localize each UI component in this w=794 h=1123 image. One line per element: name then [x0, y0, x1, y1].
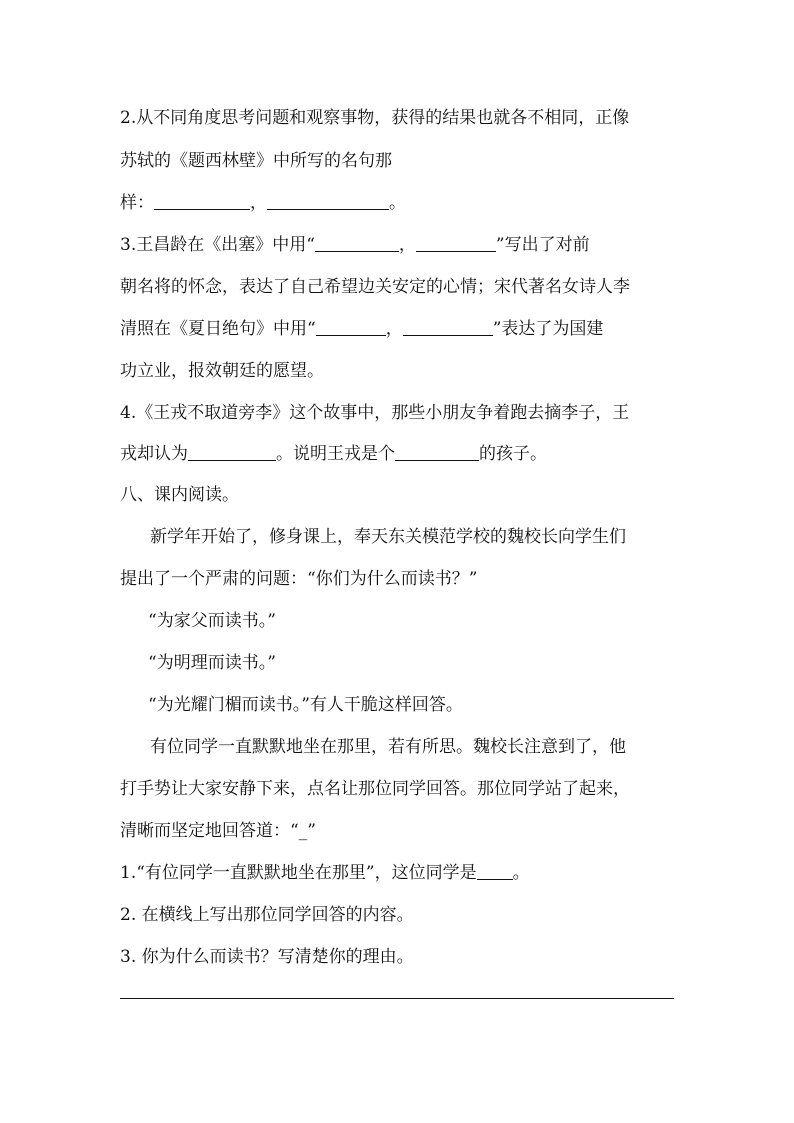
q4-line-1: 4.《王戎不取道旁李》这个故事中，那些小朋友争着跑去摘李子，王 [120, 403, 630, 423]
q3-line-1-prefix: 3.王昌龄在《出塞》中用“ [120, 235, 315, 255]
q3-blank-4[interactable] [403, 319, 493, 336]
q3-line-1 [120, 234, 590, 256]
sub-question-1-blank[interactable] [477, 863, 513, 880]
passage-p3: “为明理而读书。” [148, 653, 276, 673]
q2-blank-1[interactable] [154, 193, 250, 210]
passage-p1-line-1: 新学年开始了，修身课上，奉天东关模范学校的魏校长向学生们 [150, 527, 626, 547]
q4-line-2-mid: 。说明王戎是个 [276, 444, 395, 464]
passage-p5-line-3: 清晰而坚定地回答道：“_” [120, 821, 316, 841]
passage-p2: “为家父而读书。” [148, 611, 276, 631]
q4-line-2 [120, 443, 547, 465]
q2-line-3 [120, 192, 406, 214]
sub-question-3: 3. 你为什么而读书？写清楚你的理由。 [120, 947, 414, 967]
q4-blank-2[interactable] [395, 444, 479, 461]
q3-comma-1: ， [398, 235, 416, 255]
q3-line-3-suffix: ”表达了为国建 [492, 319, 604, 339]
q4-line-2-prefix: 戎却认为 [120, 444, 188, 464]
answer-line[interactable] [120, 998, 674, 999]
q2-line-3-end: 。 [389, 193, 406, 213]
q2-line-3-prefix: 样： [120, 193, 154, 213]
section-8-heading: 八、课内阅读。 [120, 485, 239, 505]
q3-line-1-suffix: ”写出了对前 [495, 235, 590, 255]
passage-p1-line-2: 提出了一个严肃的问题：“你们为什么而读书？” [120, 569, 478, 589]
q2-blank-2[interactable] [267, 193, 389, 210]
q3-line-3 [120, 318, 603, 340]
passage-p4: “为光耀门楣而读书。”有人干脆这样回答。 [148, 695, 463, 715]
q3-blank-3[interactable] [316, 319, 386, 336]
sub-question-2: 2. 在横线上写出那位同学回答的内容。 [120, 905, 414, 925]
q3-line-3-prefix: 清照在《夏日绝句》中用“ [120, 319, 316, 339]
q3-blank-1[interactable] [315, 235, 399, 252]
q3-comma-2: ， [385, 319, 403, 339]
sub-question-1-end: 。 [512, 863, 530, 883]
q4-line-2-end: 的孩子。 [479, 444, 547, 464]
q3-blank-2[interactable] [416, 235, 496, 252]
passage-p5-line-1: 有位同学一直默默地坐在那里，若有所思。魏校长注意到了，他 [150, 737, 626, 757]
sub-question-1 [120, 862, 530, 884]
q2-line-2: 苏轼的《题西林壁》中所写的名句那 [120, 151, 392, 171]
q2-line-1: 2.从不同角度思考问题和观察事物，获得的结果也就各不相同，正像 [120, 108, 630, 128]
q4-blank-1[interactable] [188, 444, 276, 461]
sub-question-1-prefix: 1.“有位同学一直默默地坐在那里”，这位同学是 [120, 863, 477, 883]
q3-line-2: 朝名将的怀念，表达了自己希望边关安定的心情；宋代著名女诗人李 [120, 277, 630, 297]
q2-comma: ， [250, 193, 267, 213]
passage-p5-line-2: 打手势让大家安静下来，点名让那位同学回答。那位同学站了起来， [120, 779, 630, 799]
q3-line-4: 功立业，报效朝廷的愿望。 [120, 361, 324, 381]
